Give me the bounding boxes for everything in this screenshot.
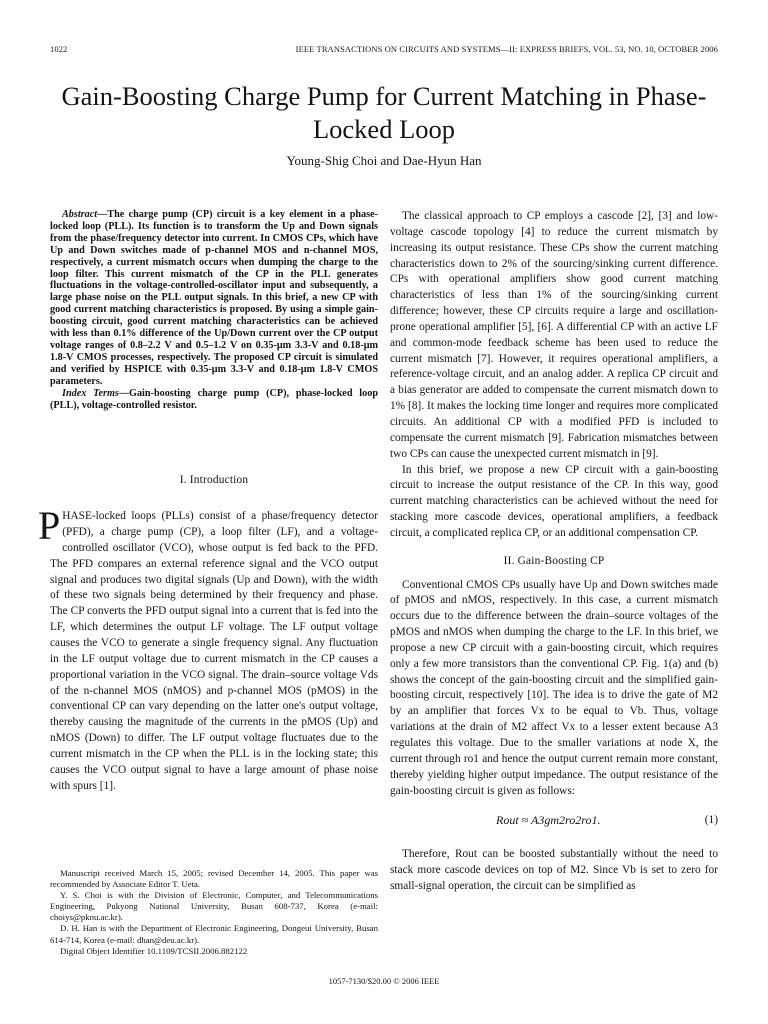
copyright-footer: 1057-7130/$20.00 © 2006 IEEE — [328, 976, 440, 986]
left-column — [38, 209, 378, 794]
section-heading-gain-boosting: II. Gain-Boosting CP — [503, 554, 605, 567]
intro-paragraph — [38, 503, 378, 794]
index-terms-label: Index Terms— — [62, 387, 130, 399]
paragraph-classical-approach: The classical approach to CP employs a cascode [2], [3] and low-voltage cascode topology [4] to reduce the current mismatch by increasing its output resistance. These CPs show the current matching characteristics down to 2% of the sourcing/sinking current difference. CPs with operational amplifiers show good current matching characteristics of less than 1% of the sourcing/sinking current difference; however, these CP circuits require a large and oscillation-prone operational amplifier [5], [6]. A differential CP with an active LF and common-mode feedback scheme has been used to reduce the current mismatch [7]. However, it requires operational amplifiers, a reference-voltage circuit, and an analog adder. A replica CP circuit and a bias generator are added to compensate the current mismatch down to 1% [8]. It makes the locking time longer and requires more complicated circuits. An additional CP with a modified PFD is included to compensate the current mismatch [9]. Fabrication mismatches between two CPs can cause the unexpected current mismatch in [9]. — [390, 210, 718, 460]
section-heading-introduction: I. Introduction — [179, 474, 249, 487]
paragraph-conventional-cp: Conventional CMOS CPs usually have Up and Down switches made of pMOS and nMOS, respectively. In this case, a current mismatch occurs due to the difference between the drain–source voltages of the pMOS and nMOS when dumping the charge to the LF. In this brief, we propose a new CP circuit with a gain-boosting circuit, which requires only a few more transistors than the conventional CP. Fig. 1(a) and (b) shows the concept of the gain-boosting circuit and the simplified gain-boosting circuit, respectively [10]. The idea is to drive the gate of M2 by an amplifier that forces Vx to be equal to Vb. Thus, voltage variations at the drain of M2 affect Vx to a lesser extent because A3 regulates this voltage. Due to the smaller variations at node X, the current through ro1 and hence the output current remain more constant, thereby yielding higher output impedance. The output resistance of the gain-boosting circuit is given as follows: — [390, 578, 718, 797]
equation-1 — [390, 809, 718, 835]
paper-authors: Young-Shig Choi and Dae-Hyun Han — [286, 153, 482, 168]
paragraph-therefore: Therefore, Rout can be boosted substantially without the need to stack more cascode devices on top of M2. Since Vb is set to zero for small-signal operation, the circuit can be simplified as — [390, 848, 718, 893]
index-terms-text: Gain-boosting charge pump (CP), phase-locked loop (PLL), voltage-controlled resistor. — [50, 387, 378, 411]
right-column — [390, 209, 718, 895]
paper-title: Gain-Boosting Charge Pump for Current Matching in Phase-Locked Loop — [61, 81, 707, 144]
footnotes — [50, 868, 378, 957]
index-terms — [50, 388, 378, 412]
running-head — [50, 44, 718, 58]
paragraph-proposal: In this brief, we propose a new CP circuit with a gain-boosting circuit to increase the output resistance of the CP. In this way, good current matching characteristics can be achieved without the need for stacking more cascode devices, operational amplifiers, a feedback circuit, a complicated replica CP, or an additional compensation CP. — [390, 463, 718, 539]
footnote-author-han: D. H. Han is with the Department of Electronic Engineering, Dongeui University, Busan 614-714, Korea (e-mail: dhan@deu.ac.kr). — [50, 923, 378, 945]
footnote-author-choi: Y. S. Choi is with the Division of Electronic, Computer, and Telecommunications Engineering, Pukyong National University, Busan 608-737, Korea (e-mail: choiys@pknu.ac.kr). — [50, 890, 378, 923]
equation-text: Rout ≈ A3gm2ro2ro1. — [496, 813, 601, 828]
page-number: 1022 — [50, 44, 68, 54]
footnote-doi: Digital Object Identifier 10.1109/TCSII.2006.882122 — [60, 945, 248, 956]
intro-text: HASE-locked loops (PLLs) consist of a phase/frequency detector (PFD), a charge pump (CP), a loop filter (LF), and a voltage-controlled oscillator (VCO), whose output is fed back to the PFD. The PFD compares an external reference signal and the VCO output signal and produces two digital signals (Up and Down), with the width of these two signals being determined by their frequency and phase. The CP converts the PFD output signal into a current that is fed into the LF, which determines the output LF voltage. The LF output voltage causes the VCO to generate a single frequency signal. Any fluctuation in the LF output voltage due to current mismatch in the CP causes a proportional variation in the VCO signal. The drain–source voltage Vds of the n-channel MOS (nMOS) and p-channel MOS (pMOS) in the conventional CP can vary depending on the latter one's output voltage, thereby causing the magnitude of the currents in the pMOS (Up) and nMOS (Down) to differ. The LF output voltage fluctuates due to the current mismatch in the CP when the PLL is in the locking state; this causes the VCO output signal to have a large amount of phase noise with spurs [1]. — [50, 510, 378, 792]
abstract-label: Abstract— — [62, 209, 108, 220]
abstract — [50, 209, 378, 388]
equation-number: (1) — [704, 814, 718, 827]
drop-cap: P — [38, 503, 61, 549]
journal-header: IEEE TRANSACTIONS ON CIRCUITS AND SYSTEMS—II: EXPRESS BRIEFS, VOL. 53, NO. 10, OCTOBER 2006 — [295, 44, 718, 54]
abstract-text: The charge pump (CP) circuit is a key element in a phase-locked loop (PLL). Its function is to transform the Up and Down signals from the phase/frequency detector into current. In CMOS CPs, which have Up and Down switches made of p-channel MOS and n-channel MOS, respectively, a current mismatch occurs when dumping the charge to the loop filter. This current mismatch of the CP in the PLL generates fluctuations in the voltage-controlled-oscillator input and subsequently, a large phase noise on the PLL output signals. In this brief, a new CP with good current matching characteristics is proposed. By using a simple gain-boosting circuit, good current matching characteristics can be achieved with less than 0.1% difference of the Up/Down current over the CP output voltage ranges of 0.8–2.2 V and 0.5–1.2 V on 0.35-μm 3.3-V and 0.18-μm 1.8-V CMOS processes, respectively. The proposed CP circuit is simulated and verified by HSPICE with 0.35-μm 3.3-V and 0.18-μm 1.8-V CMOS parameters. — [50, 209, 378, 387]
footnote-manuscript: Manuscript received March 15, 2005; revised December 14, 2005. This paper was recommended by Associate Editor T. Ueta. — [50, 868, 378, 890]
